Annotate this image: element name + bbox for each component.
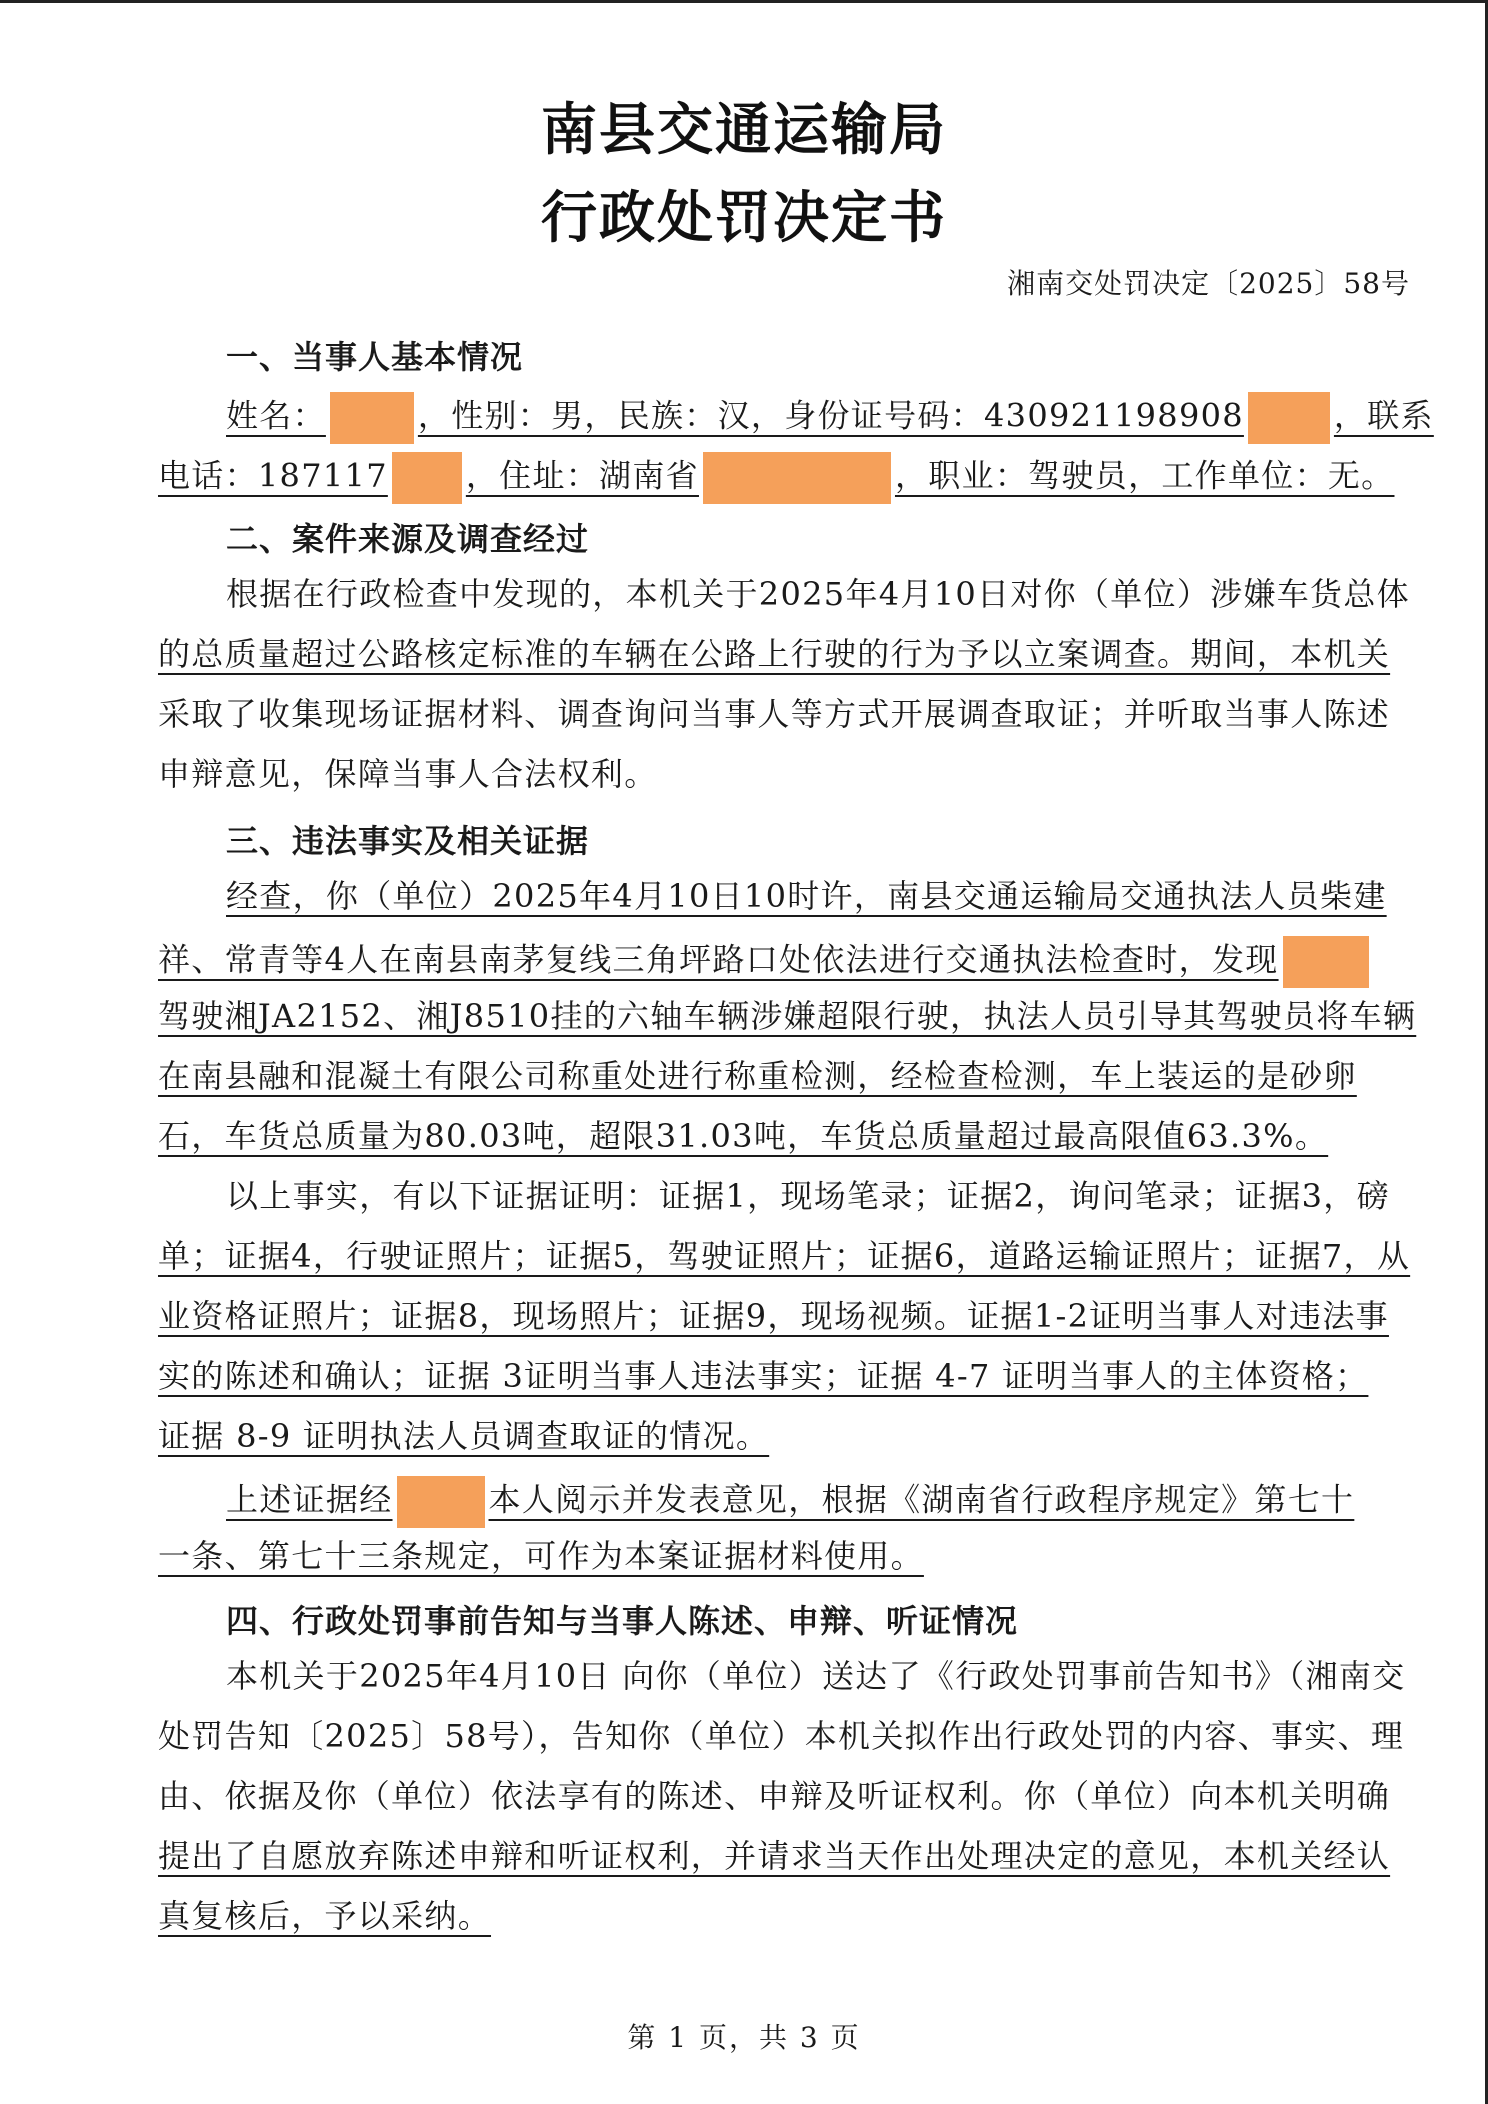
section-1-line-1 (226, 392, 1434, 444)
section-3-p3-line-1 (226, 1476, 1354, 1528)
section-3-p1-line-1 (226, 876, 1387, 916)
occupation-info: ，职业：驾驶员，工作单位：无。 (894, 456, 1395, 495)
contact-label: ，联系 (1333, 396, 1434, 435)
org-title: 南县交通运输局 (541, 97, 947, 163)
doc-type-title: 行政处罚决定书 (541, 185, 947, 251)
section-2-line-4: 申辩意见，保障当事人合法权利。 (158, 755, 658, 793)
section-3-p2-line-2: 单；证据4，行驶证照片；证据5，驾驶证照片；证据6，道路运输证照片；证据7，从 (158, 1237, 1411, 1275)
section-2-line-1: 根据在行政检查中发现的，本机关于2025年4月10日对你（单位）涉嫌车货总体 (226, 575, 1410, 613)
section-1-line-2 (158, 452, 1394, 504)
section-3-p2-line-4: 实的陈述和确认；证据 3证明当事人违法事实；证据 4-7 证明当事人的主体资格； (158, 1357, 1369, 1395)
section-4-line-4: 提出了自愿放弃陈述申辩和听证权利，并请求当天作出处理决定的意见，本机关经认 (158, 1837, 1391, 1875)
section-2-line-2: 的总质量超过公路核定标准的车辆在公路上行驶的行为予以立案调查。期间，本机关 (158, 635, 1391, 673)
section-2-line-3: 采取了收集现场证据材料、调查询问当事人等方式开展调查取证；并听取当事人陈述 (158, 695, 1391, 733)
section-3-p2-line-1: 以上事实，有以下证据证明：证据1，现场笔录；证据2，询问笔录；证据3，磅 (226, 1177, 1390, 1215)
address-label: ，住址：湖南省 (465, 456, 699, 495)
redaction-phone (392, 452, 462, 504)
section-4-line-3: 由、依据及你（单位）依法享有的陈述、申辩及听证权利。你（单位）向本机关明确 (158, 1777, 1391, 1815)
section-3-p1-line-4: 在南县融和混凝土有限公司称重处进行称重检测，经检查检测，车上装运的是砂卵 (158, 1057, 1357, 1095)
section-4-heading: 四、行政处罚事前告知与当事人陈述、申辩、听证情况 (226, 1602, 1019, 1640)
redaction-driver (1283, 936, 1369, 988)
evidence-review-label: 上述证据经 (226, 1480, 393, 1519)
section-3-heading: 三、违法事实及相关证据 (226, 822, 590, 860)
facts-line-1: 经查，你（单位）2025年4月10日10时许，南县交通运输局交通执法人员柴建 (226, 877, 1387, 915)
redaction-id (1248, 392, 1330, 444)
section-4-line-2: 处罚告知〔2025〕58号），告知你（单位）本机关拟作出行政处罚的内容、事实、理 (158, 1717, 1405, 1755)
section-3-p1-line-2 (158, 936, 1373, 988)
facts-line-2: 祥、常青等4人在南县南茅复线三角坪路口处依法进行交通执法检查时，发现 (158, 940, 1279, 979)
section-1-heading: 一、当事人基本情况 (226, 338, 524, 376)
redaction-address (703, 452, 891, 504)
evidence-review-text: 本人阅示并发表意见，根据《湖南省行政程序规定》第七十 (488, 1480, 1355, 1519)
page-footer: 第 1 页，共 3 页 (627, 2021, 861, 2054)
section-3-p2-line-3: 业资格证照片；证据8，现场照片；证据9，现场视频。证据1-2证明当事人对违法事 (158, 1297, 1389, 1335)
section-3-p1-line-5: 石，车货总质量为80.03吨，超限31.03吨，车货总质量超过最高限值63.3%。 (158, 1117, 1329, 1155)
doc-number: 湘南交处罚决定〔2025〕58号 (1007, 267, 1410, 300)
section-2-heading: 二、案件来源及调查经过 (226, 520, 590, 558)
redaction-reviewer (397, 1476, 485, 1528)
section-3-p1-line-3: 驾驶湘JA2152、湘J8510挂的六轴车辆涉嫌超限行驶，执法人员引导其驾驶员将车辆 (158, 997, 1417, 1035)
page-edge-top (0, 0, 1488, 3)
redaction-name (330, 392, 414, 444)
section-4-line-5: 真复核后，予以采纳。 (158, 1897, 492, 1935)
section-3-p2-line-5: 证据 8-9 证明执法人员调查取证的情况。 (158, 1417, 770, 1455)
section-4-line-1: 本机关于2025年4月10日 向你（单位）送达了《行政处罚事前告知书》（湘南交 (226, 1657, 1406, 1695)
name-label: 姓名： (226, 396, 326, 435)
personal-info: ，性别：男，民族：汉，身份证号码：430921198908 (417, 396, 1244, 435)
phone-label: 电话：187117 (158, 456, 388, 495)
section-3-p3-line-2: 一条、第七十三条规定，可作为本案证据材料使用。 (158, 1537, 924, 1575)
